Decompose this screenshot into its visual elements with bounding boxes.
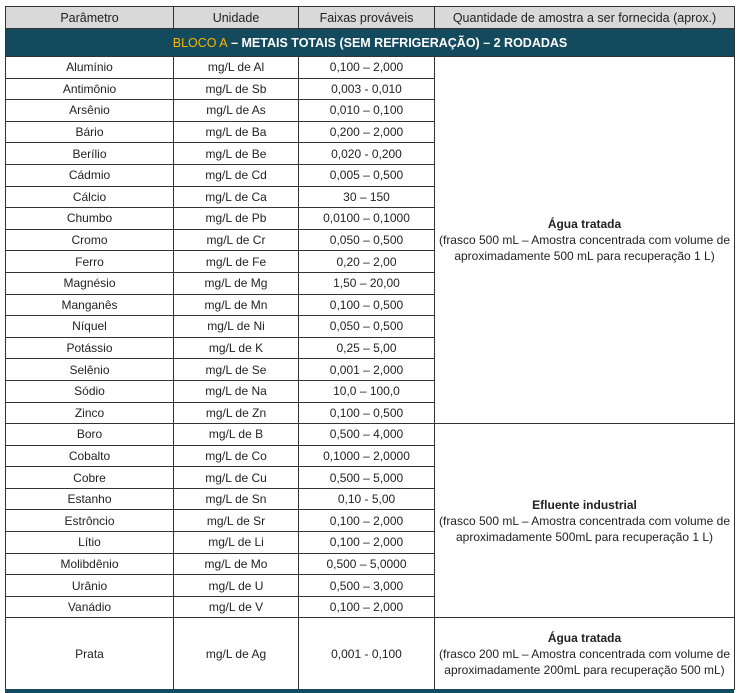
cell-param: Estrôncio: [6, 510, 174, 532]
cell-unit: mg/L de Be: [174, 143, 299, 165]
header-row: [6, 7, 735, 29]
cell-unit: mg/L de V: [174, 596, 299, 618]
cell-range: 0,10 - 5,00: [299, 488, 435, 510]
cell-range: 0,050 – 0,500: [299, 316, 435, 338]
sample-quantity-cell: [435, 618, 735, 690]
cell-param: Cromo: [6, 229, 174, 251]
cell-range: 0,500 – 5,0000: [299, 553, 435, 575]
sample-description: (frasco 500 mL – Amostra concentrada com volume de aproximadamente 500 mL para recuperação 1 L): [438, 233, 731, 264]
cell-range: 0,001 – 2,000: [299, 359, 435, 381]
cell-param: Urânio: [6, 575, 174, 597]
header-faixas: Faixas prováveis: [299, 7, 435, 29]
sample-type: Efluente industrial: [532, 497, 637, 512]
sample-type: Água tratada: [547, 217, 622, 232]
cell-unit: mg/L de As: [174, 100, 299, 122]
cell-param: Molibdênio: [6, 553, 174, 575]
cell-unit: mg/L de Cr: [174, 229, 299, 251]
cell-range: 0,20 – 2,00: [299, 251, 435, 273]
cell-range: 0,100 – 2,000: [299, 510, 435, 532]
cell-unit: mg/L de Na: [174, 380, 299, 402]
table-row: [6, 57, 735, 79]
cell-range: 0,010 – 0,100: [299, 100, 435, 122]
cell-range: 0,100 – 0,500: [299, 402, 435, 424]
block-title: – METAIS TOTAIS (SEM REFRIGERAÇÃO) – 2 RODADAS: [227, 35, 568, 50]
cell-unit: mg/L de Se: [174, 359, 299, 381]
cell-unit: mg/L de Mg: [174, 272, 299, 294]
cell-unit: mg/L de Sr: [174, 510, 299, 532]
cell-param: Cobre: [6, 467, 174, 489]
cell-unit: mg/L de U: [174, 575, 299, 597]
cell-param: Antimônio: [6, 78, 174, 100]
cell-param: Zinco: [6, 402, 174, 424]
sample-quantity-cell: [435, 424, 735, 618]
cell-unit: mg/L de Ca: [174, 186, 299, 208]
sample-description: (frasco 500 mL – Amostra concentrada com volume de aproximadamente 500mL para recuperação 1 L): [438, 513, 731, 544]
cell-range: 0,020 - 0,200: [299, 143, 435, 165]
cell-unit: mg/L de Zn: [174, 402, 299, 424]
cell-range: 0,100 – 2,000: [299, 532, 435, 554]
header-parametro: Parâmetro: [6, 7, 174, 29]
cell-range: 30 – 150: [299, 186, 435, 208]
cell-param: Berílio: [6, 143, 174, 165]
cell-param: Arsênio: [6, 100, 174, 122]
cell-param: Magnésio: [6, 272, 174, 294]
bottom-border-bar: [5, 689, 734, 693]
header-quantidade: Quantidade de amostra a ser fornecida (aprox.): [435, 7, 735, 29]
cell-param: Selênio: [6, 359, 174, 381]
cell-param: Cádmio: [6, 164, 174, 186]
cell-unit: mg/L de Sn: [174, 488, 299, 510]
cell-param: Manganês: [6, 294, 174, 316]
cell-range: 10,0 – 100,0: [299, 380, 435, 402]
block-header-row: [6, 29, 735, 57]
cell-unit: mg/L de Cu: [174, 467, 299, 489]
cell-unit: mg/L de Ag: [174, 618, 299, 690]
cell-range: 0,001 - 0,100: [299, 618, 435, 690]
cell-range: 0,0100 – 0,1000: [299, 208, 435, 230]
cell-unit: mg/L de Li: [174, 532, 299, 554]
cell-param: Alumínio: [6, 57, 174, 79]
cell-range: 1,50 – 20,00: [299, 272, 435, 294]
cell-range: 0,500 – 4,000: [299, 424, 435, 446]
cell-unit: mg/L de K: [174, 337, 299, 359]
header-unidade: Unidade: [174, 7, 299, 29]
cell-unit: mg/L de Co: [174, 445, 299, 467]
cell-unit: mg/L de Mn: [174, 294, 299, 316]
cell-range: 0,200 – 2,000: [299, 121, 435, 143]
cell-param: Bário: [6, 121, 174, 143]
cell-unit: mg/L de B: [174, 424, 299, 446]
cell-unit: mg/L de Cd: [174, 164, 299, 186]
cell-range: 0,25 – 5,00: [299, 337, 435, 359]
cell-range: 0,005 – 0,500: [299, 164, 435, 186]
cell-unit: mg/L de Pb: [174, 208, 299, 230]
cell-param: Lítio: [6, 532, 174, 554]
cell-param: Potássio: [6, 337, 174, 359]
cell-range: 0,1000 – 2,0000: [299, 445, 435, 467]
cell-param: Cobalto: [6, 445, 174, 467]
cell-unit: mg/L de Al: [174, 57, 299, 79]
cell-param: Sódio: [6, 380, 174, 402]
cell-range: 0,050 – 0,500: [299, 229, 435, 251]
sample-type: Água tratada: [547, 630, 622, 645]
cell-unit: mg/L de Ni: [174, 316, 299, 338]
cell-param: Boro: [6, 424, 174, 446]
cell-param: Prata: [6, 618, 174, 690]
cell-param: Estanho: [6, 488, 174, 510]
cell-param: Níquel: [6, 316, 174, 338]
block-label: BLOCO A: [172, 35, 228, 50]
sample-description: (frasco 200 mL – Amostra concentrada com volume de aproximadamente 200mL para recuperação 500 mL): [438, 646, 731, 677]
cell-range: 0,500 – 3,000: [299, 575, 435, 597]
cell-unit: mg/L de Mo: [174, 553, 299, 575]
cell-param: Chumbo: [6, 208, 174, 230]
cell-unit: mg/L de Ba: [174, 121, 299, 143]
cell-param: Cálcio: [6, 186, 174, 208]
cell-unit: mg/L de Sb: [174, 78, 299, 100]
table-row: [6, 424, 735, 446]
cell-range: 0,003 - 0,010: [299, 78, 435, 100]
cell-unit: mg/L de Fe: [174, 251, 299, 273]
cell-range: 0,100 – 0,500: [299, 294, 435, 316]
table-row: [6, 618, 735, 690]
cell-range: 0,100 – 2,000: [299, 596, 435, 618]
cell-range: 0,100 – 2,000: [299, 57, 435, 79]
sample-quantity-cell: [435, 57, 735, 424]
parameters-table: [5, 6, 735, 690]
cell-range: 0,500 – 5,000: [299, 467, 435, 489]
cell-param: Vanádio: [6, 596, 174, 618]
cell-param: Ferro: [6, 251, 174, 273]
